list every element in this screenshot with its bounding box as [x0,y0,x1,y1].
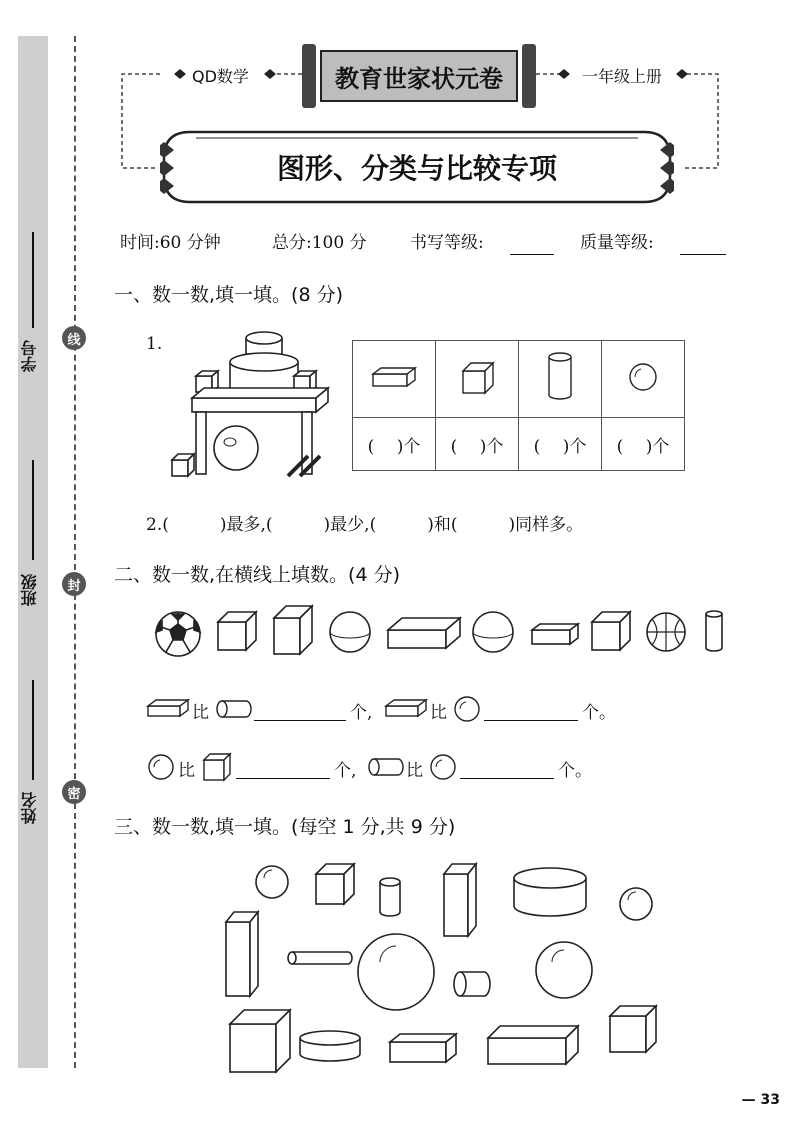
name-label: 姓名 [20,792,39,824]
seal-secret: 密 [62,780,86,804]
compare-word-4: 比 [406,761,423,781]
shapes-row [150,604,730,668]
cylinder-cell [519,341,602,418]
compare-word-2: 比 [430,703,447,723]
page-title: 图形、分类与比较专项 [276,152,557,185]
count-table [352,340,685,471]
q2-sentence[interactable]: 2.( )最多,( )最少,( )和( )同样多。 [146,515,584,535]
student-id-line [32,232,34,328]
seal-seal: 封 [62,572,86,596]
answer-blank-3[interactable] [236,760,330,779]
quality-grade-blank[interactable] [680,236,726,255]
page-number: — 33 [741,1092,780,1108]
answer-blank-4[interactable] [460,760,554,779]
answer-blank-2[interactable] [484,702,578,721]
total-score: 总分:100 分 [272,233,367,253]
compare-word-1: 比 [192,703,209,723]
class-line [32,460,34,560]
compare-word-3: 比 [178,761,195,781]
unit-4: 个。 [558,761,592,781]
writing-grade-blank[interactable] [510,236,554,255]
sphere-icon-b [146,752,176,782]
unit-3: 个, [334,761,357,781]
cylinder-lying-icon-b [366,756,406,778]
series-title: 教育世家状元卷 [320,50,518,102]
cuboid-cell [353,341,436,418]
sphere-count[interactable]: ( )个 [602,418,685,471]
sphere-icon [623,357,663,397]
section-3-title: 三、数一数,填一填。(每空 1 分,共 9 分) [114,816,456,838]
seal-line: 线 [62,326,86,350]
sphere-icon-a [452,694,482,724]
grade-tag: 一年级上册 [582,67,663,86]
title-banner [160,128,674,206]
answer-blank-1[interactable] [254,702,346,721]
quality-grade-label: 质量等级: [580,233,654,253]
unit-2: 个。 [582,703,616,723]
cube-cell [436,341,519,418]
building-blocks-figure [164,326,344,482]
scattered-shapes-figure [220,852,690,1076]
series-scroll [302,44,536,108]
subject-tag: QD数学 [192,67,249,86]
cube-count[interactable]: ( )个 [436,418,519,471]
cube-icon [457,357,497,397]
unit-1: 个, [350,703,373,723]
sphere-icon-c [428,752,458,782]
cuboid-icon-a [146,696,190,720]
cuboid-icon-b [384,696,428,720]
section-2-title: 二、数一数,在横线上填数。(4 分) [114,564,400,586]
cylinder-count[interactable]: ( )个 [519,418,602,471]
student-id-label: 学号 [20,340,39,372]
time-info: 时间:60 分钟 [120,233,221,253]
name-line [32,680,34,780]
section-1-title: 一、数一数,填一填。(8 分) [114,284,343,306]
cuboid-icon [369,362,419,392]
sphere-cell [602,341,685,418]
cuboid-count[interactable]: ( )个 [353,418,436,471]
cube-icon-a [200,750,236,782]
cylinder-lying-icon-a [214,698,254,720]
cylinder-icon [540,349,580,405]
class-label: 班级 [20,574,39,606]
cut-line [74,36,76,1068]
q1-number: 1. [146,334,163,354]
writing-grade-label: 书写等级: [410,233,484,253]
